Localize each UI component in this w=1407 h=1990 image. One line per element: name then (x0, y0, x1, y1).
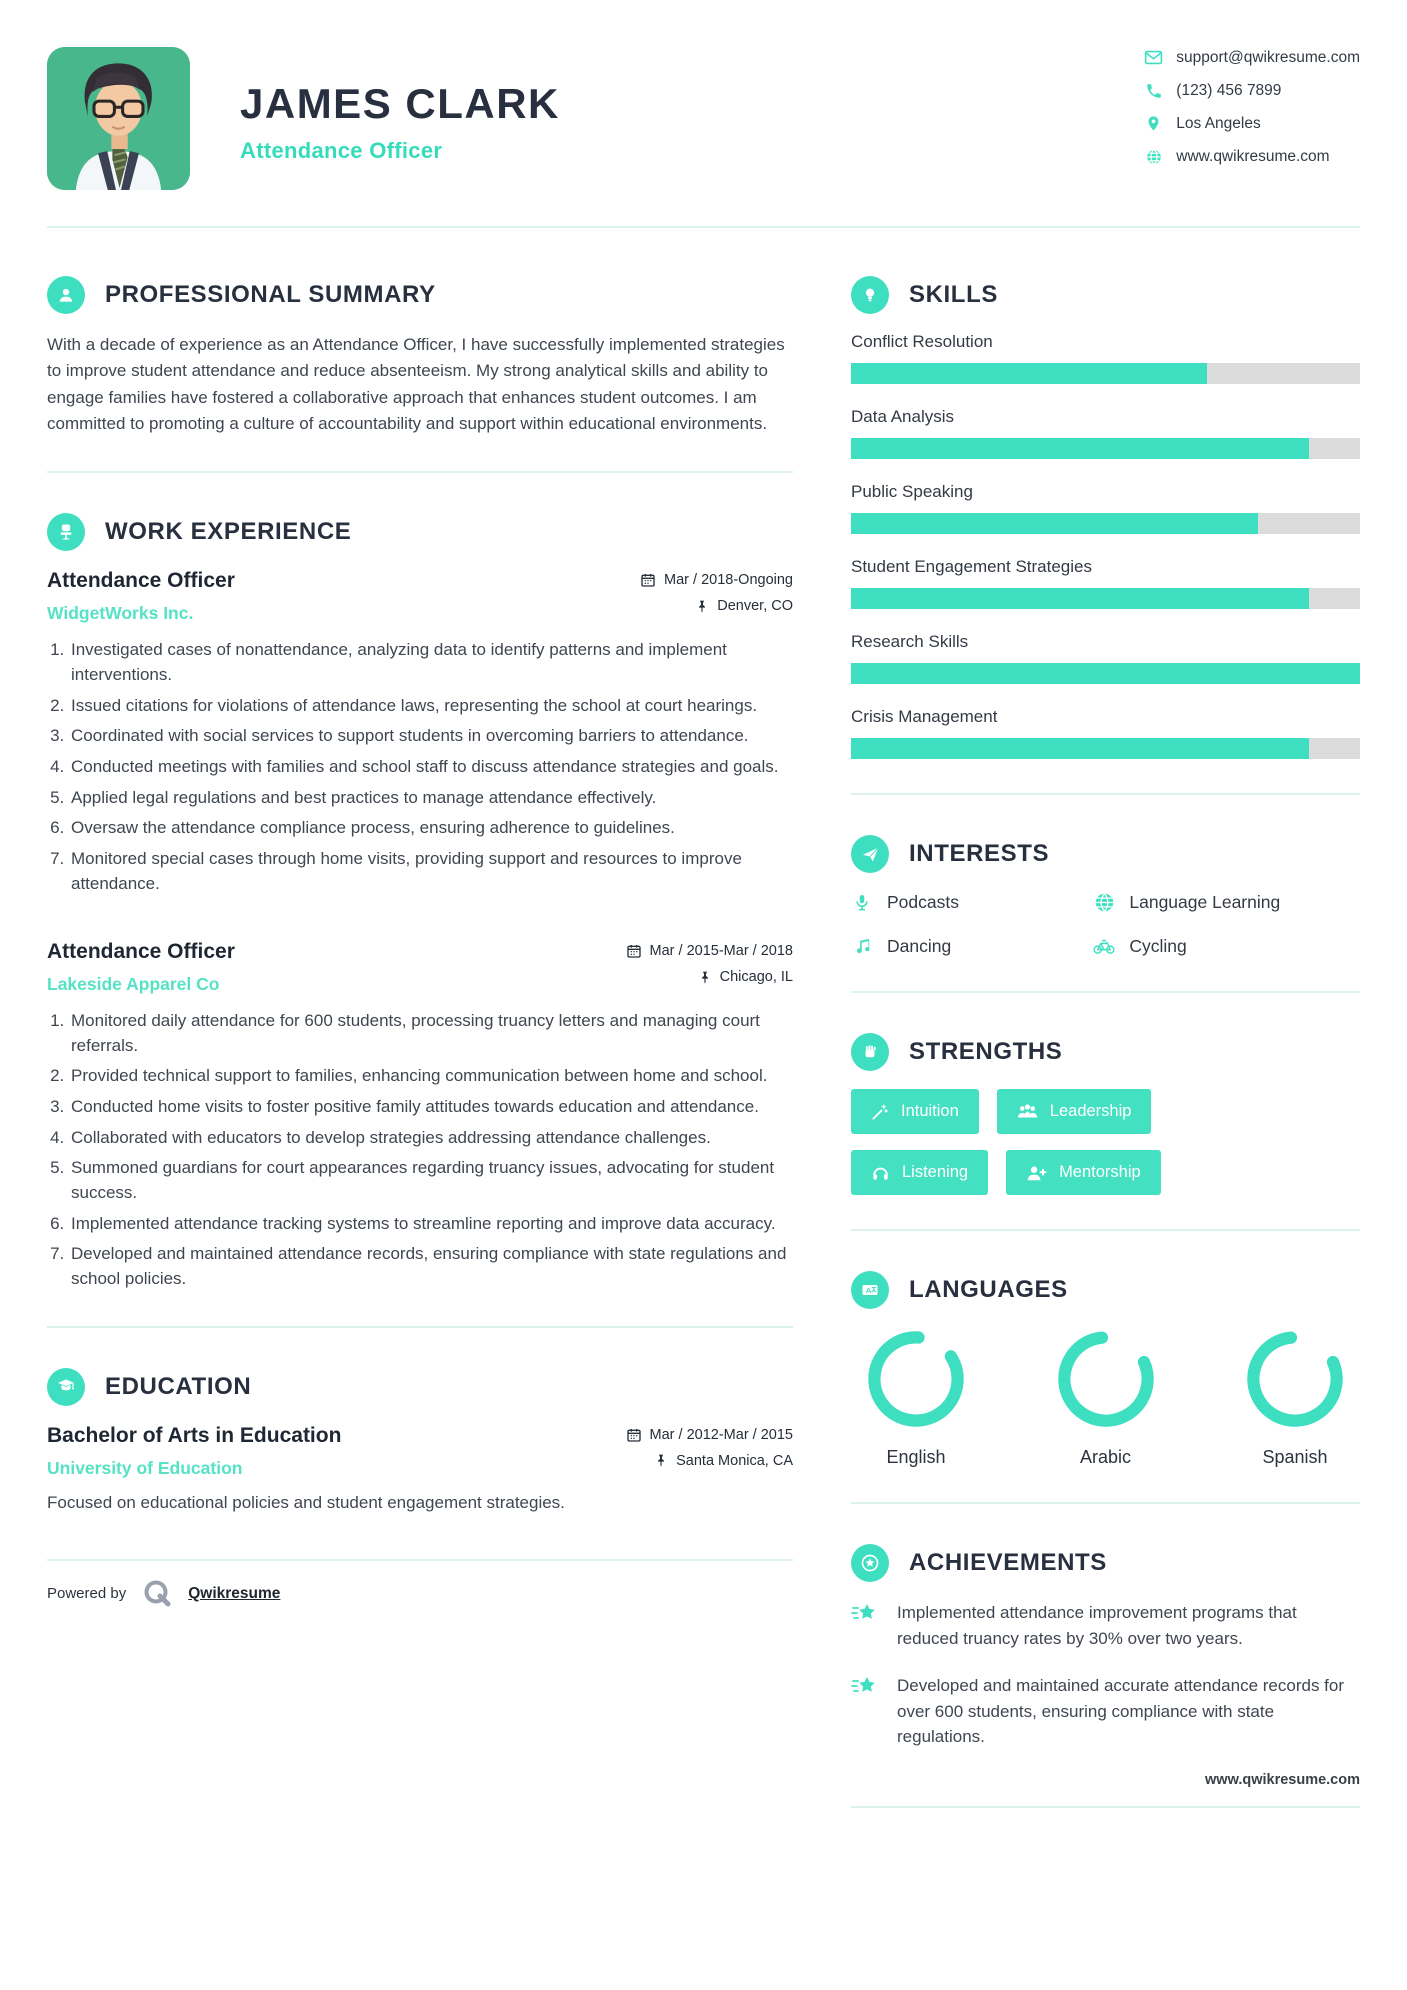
skill-name: Student Engagement Strategies (851, 557, 1092, 576)
person-icon (47, 276, 85, 314)
section-education (47, 1368, 793, 1406)
job-location (640, 598, 793, 614)
job-company: Lakeside Apparel Co (47, 974, 220, 995)
job-company: WidgetWorks Inc. (47, 603, 194, 624)
skill-name: Public Speaking (851, 482, 973, 501)
globe-icon (1144, 147, 1163, 166)
users-icon (1017, 1103, 1038, 1120)
skill-bar-fill (851, 588, 1309, 609)
skill-bar (851, 738, 1360, 759)
section-skills (851, 276, 1360, 314)
section-professional-summary (47, 276, 793, 314)
pushpin-icon (698, 970, 712, 985)
job-bullet: 6. Oversaw the attendance compliance process, ensuring adherence to guidelines. (69, 816, 793, 841)
education-location (626, 1453, 793, 1469)
summary-text: With a decade of experience as an Attendance Officer, I have successfully implemented strategies to improve student attendance and reduce absenteeism. My strong analytical skills and ability to engage families have fostered a collaborative approach that enhances student outcomes. I am committed to promoting a culture of accountability and support within educational environments. (47, 335, 785, 434)
job-bullet: 3. Coordinated with social services to support students in overcoming barriers to attendance. (69, 724, 793, 749)
lightbulb-icon (851, 276, 889, 314)
qwikresume-link[interactable]: Qwikresume (188, 1584, 281, 1602)
job-location-text: Chicago, IL (719, 969, 793, 986)
translate-icon (851, 1271, 889, 1309)
section-strengths (851, 1033, 1360, 1071)
interest-item (851, 935, 1093, 957)
skill-item (851, 332, 1360, 384)
language-ring (1243, 1327, 1347, 1431)
job-bullet: 4. Collaborated with educators to develop strategies addressing attendance challenges. (69, 1126, 793, 1151)
person-title: Attendance Officer (240, 138, 443, 163)
calendar-icon (626, 1427, 642, 1443)
email-icon (1144, 48, 1163, 67)
strength-badges (851, 1089, 1271, 1195)
skill-name: Crisis Management (851, 707, 998, 726)
phone-number: (123) 456 7899 (1176, 81, 1282, 99)
education-heading: EDUCATION (105, 1372, 252, 1400)
medal-icon (851, 1544, 889, 1582)
job-dates (640, 572, 793, 588)
job-meta (640, 569, 793, 624)
footer (47, 1559, 793, 1635)
contact-website (1144, 147, 1360, 166)
qwikresume-logo (140, 1577, 174, 1611)
job-bullet: 3. Conducted home visits to foster positive family attitudes towards education and attendance. (69, 1095, 793, 1120)
skill-item (851, 557, 1360, 609)
language-item (861, 1327, 971, 1468)
strength-badge (851, 1089, 979, 1134)
calendar-icon (626, 943, 642, 959)
language-ring (864, 1327, 968, 1431)
skill-bar (851, 588, 1360, 609)
globe-icon (1093, 891, 1115, 913)
skill-name: Data Analysis (851, 407, 954, 426)
website-note: www.qwikresume.com (1205, 1771, 1360, 1788)
job-bullet: 1. Monitored daily attendance for 600 students, processing truancy letters and managing court referrals. (69, 1009, 793, 1058)
strength-badge (997, 1089, 1152, 1134)
section-work-experience (47, 513, 793, 551)
skill-bar (851, 513, 1360, 534)
summary-heading: PROFESSIONAL SUMMARY (105, 281, 436, 308)
job-bullet-list (69, 1009, 793, 1291)
header-divider (47, 226, 1360, 228)
interest-label: Cycling (1129, 935, 1187, 956)
pushpin-icon (695, 599, 709, 614)
language-name: English (886, 1447, 946, 1467)
education-description: Focused on educational policies and student engagement strategies. (47, 1492, 565, 1512)
identity (240, 47, 560, 164)
website-link[interactable]: www.qwikresume.com (1176, 147, 1330, 165)
skills-heading: SKILLS (909, 281, 998, 308)
user-plus-icon (1026, 1164, 1047, 1182)
job-bullet: 7. Developed and maintained attendance records, ensuring compliance with state regulations and school policies. (69, 1242, 793, 1291)
contact-location (1144, 114, 1360, 133)
contact-email (1144, 48, 1360, 67)
contact-phone (1144, 81, 1360, 100)
achievement-text: Implemented attendance improvement programs that reduced truancy rates by 30% over two years. (897, 1603, 1297, 1648)
job-bullet: 5. Applied legal regulations and best practices to manage attendance effectively. (69, 786, 793, 811)
skill-bar-fill (851, 438, 1309, 459)
education-location-text: Santa Monica, CA (676, 1452, 793, 1469)
language-ring (1054, 1327, 1158, 1431)
paper-plane-icon (851, 835, 889, 873)
headphones-icon (871, 1163, 890, 1182)
divider (851, 793, 1360, 795)
skill-bar-fill (851, 738, 1309, 759)
contact-list (1144, 47, 1360, 180)
left-column (47, 236, 793, 1808)
strength-badge (851, 1150, 988, 1195)
job-bullet: 7. Monitored special cases through home visits, providing support and resources to improve attendance. (69, 847, 793, 896)
fist-icon (851, 1033, 889, 1071)
divider (851, 991, 1360, 993)
skill-bar (851, 438, 1360, 459)
skill-item (851, 482, 1360, 534)
education-header (47, 1424, 793, 1479)
interest-item (1093, 935, 1360, 957)
office-chair-icon (47, 513, 85, 551)
content-columns (47, 236, 1360, 1808)
header (47, 0, 1360, 190)
job-location-text: Denver, CO (717, 598, 793, 615)
strength-label: Intuition (901, 1102, 959, 1120)
achievement-item (851, 1600, 1360, 1651)
section-interests (851, 835, 1360, 873)
education-dates (626, 1427, 793, 1443)
powered-by-label: Powered by (47, 1585, 127, 1603)
work-heading: WORK EXPERIENCE (105, 518, 352, 546)
achievement-text: Developed and maintained accurate attendance records for over 600 students, ensuring compliance with state regulations. (897, 1676, 1345, 1746)
section-languages (851, 1271, 1360, 1309)
divider (851, 1502, 1360, 1504)
interest-item (851, 891, 1093, 913)
job-bullet: 1. Investigated cases of nonattendance, analyzing data to identify patterns and implement interventions. (69, 638, 793, 687)
job-entry (47, 569, 793, 896)
skill-bar (851, 363, 1360, 384)
job-bullet: 6. Implemented attendance tracking systems to streamline reporting and improve data accuracy. (69, 1212, 793, 1237)
music-note-icon (851, 935, 873, 957)
section-achievements (851, 1544, 1360, 1582)
language-item (1051, 1327, 1161, 1468)
person-name: JAMES CLARK (240, 80, 560, 127)
divider (47, 1326, 793, 1328)
interest-label: Podcasts (887, 891, 959, 912)
strength-badge (1006, 1150, 1161, 1195)
job-header (47, 569, 793, 624)
profile-photo (47, 47, 190, 190)
microphone-icon (851, 891, 873, 913)
job-location (626, 969, 793, 985)
skill-item (851, 407, 1360, 459)
skill-item (851, 707, 1360, 759)
skill-bar (851, 663, 1360, 684)
education-entry (47, 1424, 793, 1513)
language-name: Spanish (1262, 1447, 1328, 1467)
divider (851, 1229, 1360, 1231)
skill-item (851, 632, 1360, 684)
skill-bar-fill (851, 663, 1360, 684)
graduate-icon (47, 1368, 85, 1406)
strength-label: Mentorship (1059, 1163, 1141, 1181)
interest-grid (851, 891, 1360, 957)
bottom-divider (851, 1806, 1360, 1808)
strength-label: Listening (902, 1163, 969, 1181)
job-meta (626, 940, 793, 995)
divider (47, 471, 793, 473)
job-dates (626, 943, 793, 959)
interest-item (1093, 891, 1360, 913)
interest-label: Language Learning (1129, 891, 1281, 912)
location-icon (1144, 114, 1163, 133)
shooting-star-icon (851, 1600, 881, 1651)
language-item (1240, 1327, 1350, 1468)
skill-name: Research Skills (851, 632, 969, 651)
skill-name: Conflict Resolution (851, 332, 993, 351)
job-bullet-list (69, 638, 793, 896)
calendar-icon (640, 572, 656, 588)
email-link[interactable]: support@qwikresume.com (1176, 48, 1360, 66)
interest-label: Dancing (887, 935, 952, 956)
education-meta (626, 1424, 793, 1479)
job-bullet: 2. Provided technical support to families, enhancing communication between home and school. (69, 1064, 793, 1089)
profile-photo-illustration (47, 47, 190, 190)
shooting-star-icon (851, 1673, 881, 1750)
job-title: Attendance Officer (47, 569, 235, 593)
phone-icon (1144, 81, 1163, 100)
pushpin-icon (654, 1453, 668, 1468)
skill-bar-fill (851, 513, 1258, 534)
job-bullet: 2. Issued citations for violations of attendance laws, representing the school at court hearings. (69, 694, 793, 719)
strength-label: Leadership (1049, 1102, 1132, 1120)
language-list (851, 1327, 1360, 1468)
job-header (47, 940, 793, 995)
location-text: Los Angeles (1176, 114, 1261, 132)
school-name: University of Education (47, 1457, 243, 1478)
skill-bar-fill (851, 363, 1207, 384)
degree-title: Bachelor of Arts in Education (47, 1423, 342, 1447)
job-bullet: 4. Conducted meetings with families and school staff to discuss attendance strategies and goals. (69, 755, 793, 780)
languages-heading: LANGUAGES (909, 1276, 1068, 1303)
strengths-heading: STRENGTHS (909, 1038, 1063, 1065)
job-entry (47, 940, 793, 1291)
job-date-text: Mar / 2015-Mar / 2018 (649, 943, 793, 960)
job-bullet: 5. Summoned guardians for court appearances regarding truancy issues, advocating for student success. (69, 1156, 793, 1205)
achievements-heading: ACHIEVEMENTS (909, 1549, 1107, 1576)
interests-heading: INTERESTS (909, 840, 1050, 867)
language-name: Arabic (1079, 1447, 1132, 1467)
right-column (851, 236, 1360, 1808)
education-date-text: Mar / 2012-Mar / 2015 (649, 1426, 793, 1443)
job-date-text: Mar / 2018-Ongoing (664, 572, 793, 589)
job-title: Attendance Officer (47, 940, 235, 964)
wand-icon (871, 1103, 889, 1121)
achievement-item (851, 1673, 1360, 1750)
bicycle-icon (1093, 935, 1115, 957)
svg-text:A: A (865, 1285, 872, 1295)
